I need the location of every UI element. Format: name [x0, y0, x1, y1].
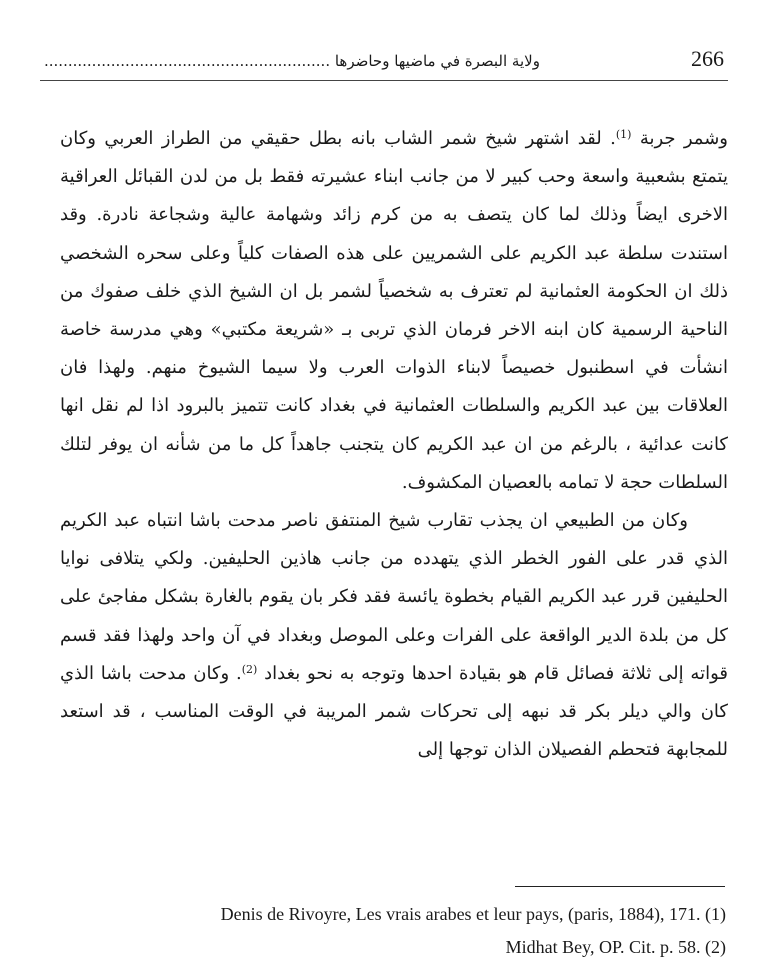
footnotes — [40, 898, 726, 964]
paragraph-2-start: وكان من الطبيعي ان يجذب تقارب شيخ المنتفق ناصر مدحت باشا انتباه عبد الكريم الذي قدر على الفور الخطر الذي يتهدده من جانب هاذين الحليفين. ولكي يتلافى نوايا الحليفين قرر عبد الكريم القيام بخطوة يائسة فقد فكر بان يقوم بالغارة بشكل مفاجئ على كل من بلدة الدير الواقعة على الفرات وعلى الموصل وبغداد في آن واحد ولهذا فقد قسم قواته إلى ثلاثة فصائل قام هو بقيادة احدها وتوجه به نحو بغداد — [60, 510, 728, 684]
paragraph-2 — [60, 502, 728, 769]
paragraph-1 — [60, 120, 728, 502]
footnote-2: Midhat Bey, OP. Cit. p. 58. (2) — [505, 937, 726, 957]
main-text — [60, 120, 728, 769]
paragraph-2-rest: . وكان مدحت باشا الذي كان والي ديلر بكر قد نبهه إلى تحركات شمر المريبة في الوقت المناسب ، قد استعد للمجابهة فتحطم الفصيلان الذان توجها إلى — [60, 662, 728, 761]
running-title: ولاية البصرة في ماضيها وحاضرها ............................................................ — [44, 52, 540, 70]
paragraph-1-start: وشمر جربة — [639, 128, 728, 149]
page-number: 266 — [691, 46, 724, 71]
footnote-ref-2: (2) — [241, 662, 258, 676]
paragraph-1-rest: . لقد اشتهر شيخ شمر الشاب بانه بطل حقيقي من الطراز العربي وكان يتمتع بشعبية واسعة وحب كبير لا من جانب ابناء عشيرته فقط بل من لدن القبائل العراقية الاخرى ايضاً وذلك لما كان يتصف به من كرم زائد وشهامة عالية وشجاعة نادرة. وقد استندت سلطة عبد الكريم على الشمريين على هذه الصفات كلياً وعلى سحره الشخصي ذلك ان الحكومة العثمانية لم تعترف به شخصياً لشمر بل ان الشيخ الذي خلف صفوك من الناحية الرسمية كان ابنه الاخر فرمان الذي تربى بـ «شريعة مكتبي» وهي مدرسة خاصة انشأت في اسطنبول خصيصاً لابناء الذوات العرب ولا سيما الشيوخ منهم. ولهذا فان العلاقات بين عبد الكريم والسلطات العثمانية في بغداد كانت تتميز بالبرود اذا لم نقل انها كانت عدائية ، بالرغم من ان عبد الكريم كان يتجنب جاهداً كل ما من شأنه ان يوفر لتلك السلطات حجة لا تمامه بالعصيان المكشوف. — [60, 128, 728, 493]
footnote-ref-1: (1) — [615, 128, 632, 141]
running-header — [40, 40, 728, 81]
footnote-separator — [515, 886, 725, 887]
footnote-1: Denis de Rivoyre, Les vrais arabes et leur pays, (paris, 1884), 171. (1) — [220, 904, 726, 924]
